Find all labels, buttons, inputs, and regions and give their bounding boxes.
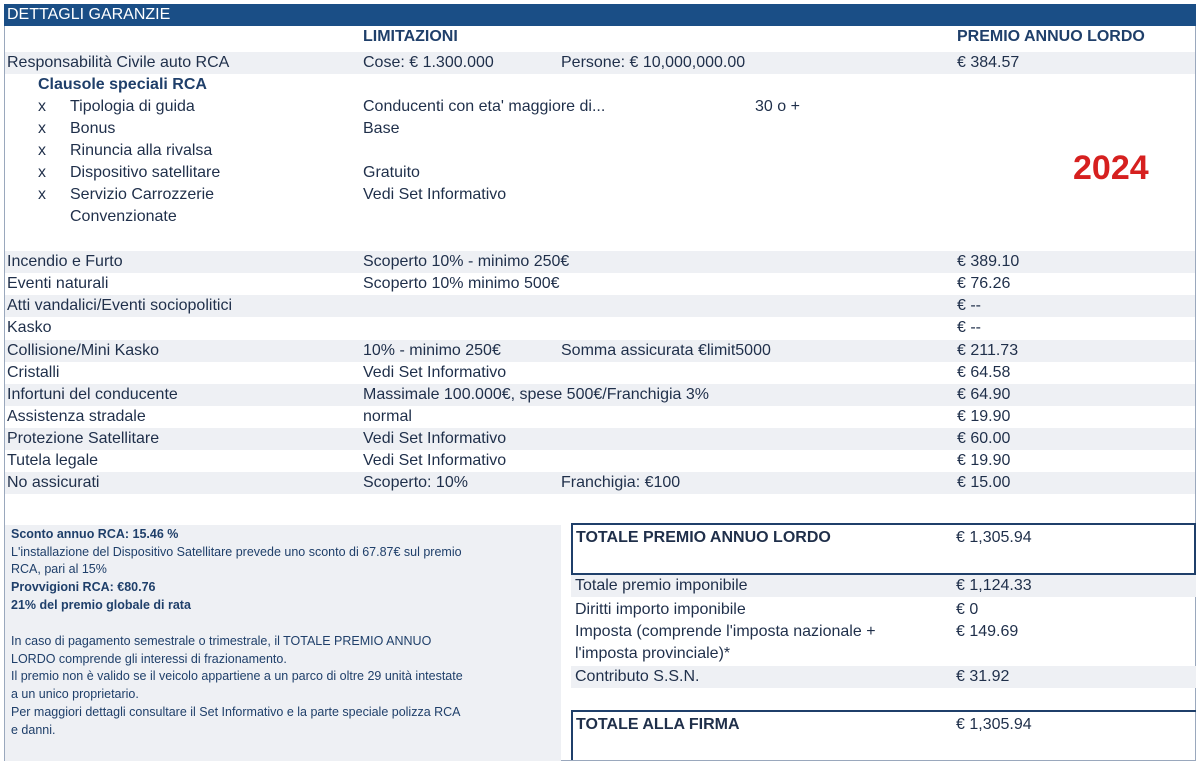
note-pagamento-cont: LORDO comprende gli interessi di frazionamento. [11,652,287,666]
clausola-label: Dispositivo satellitare [70,164,221,181]
note-validita: Il premio non è valido se il veicolo appartiene a un parco di oltre 29 unità intestate [11,669,463,683]
garanzia-name: Tutela legale [7,452,99,469]
note-pagamento: In caso di pagamento semestrale o trimestrale, il TOTALE PREMIO ANNUO [11,634,432,648]
table-row [5,450,1195,472]
garanzia-limitazione: Scoperto 10% minimo 500€ [363,275,560,292]
garanzia-name: Atti vandalici/Eventi sociopolitici [7,297,232,314]
clausola-value: Base [363,120,400,137]
totale-firma-value: € 1,305.94 [956,716,1032,733]
table-row [5,251,1195,273]
clausole-title: Clausole speciali RCA [38,76,207,93]
clausola-label: Rinuncia alla rivalsa [70,142,213,159]
clausola-label-cont: Convenzionate [70,208,177,225]
imposta-label: Imposta (comprende l'imposta nazionale + [575,623,876,640]
garanzia-limitazione: Scoperto 10% - minimo 250€ [363,253,570,270]
clausola-value: Gratuito [363,164,420,181]
imposta-row [571,621,1196,665]
garanzia-premio: € 19.90 [957,408,1011,425]
garanzia-premio: € 64.90 [957,386,1011,403]
garanzia-limitazione: normal [363,408,412,425]
clausola-label: Servizio Carrozzerie [70,186,215,203]
garanzia-premio: € 60.00 [957,430,1011,447]
note-dettagli-cont: e danni. [11,723,56,737]
rca-row [5,52,1195,74]
clausola-extra: 30 o + [755,98,800,115]
garanzia-name: Collisione/Mini Kasko [7,342,160,359]
imponibile-row [571,575,1196,597]
garanzia-premio: € 19.90 [957,452,1011,469]
ssn-row [571,666,1196,688]
garanzia-premio: € 76.26 [957,275,1011,292]
diritti-value: € 0 [956,601,979,618]
garanzia-name: No assicurati [7,474,100,491]
table-row [5,384,1195,406]
garanzia-premio: € 15.00 [957,474,1011,491]
garanzia-limitazione: Massimale 100.000€, spese 500€/Franchigia 3% [363,386,709,403]
notes-box [5,525,561,761]
imponibile-label: Totale premio imponibile [575,577,748,594]
clausola-mark: x [38,120,46,137]
garanzia-name: Kasko [7,319,52,336]
totale-firma-box [571,710,1196,760]
year-stamp: 2024 [1073,149,1149,187]
clausola-mark: x [38,142,46,159]
table-row [5,472,1195,494]
garanzia-limitazione-2: Franchigia: €100 [561,474,681,491]
garanzia-limitazione: Vedi Set Informativo [363,452,507,469]
imponibile-value: € 1,124.33 [956,577,1032,594]
note-percentuale: 21% del premio globale di rata [11,598,191,612]
table-row [5,273,1195,295]
clausola-mark: x [38,164,46,181]
ssn-value: € 31.92 [956,668,1010,685]
totale-premio-value: € 1,305.94 [956,529,1032,546]
totale-premio-box [571,523,1196,575]
garanzia-limitazione: Vedi Set Informativo [363,430,507,447]
header-premio: PREMIO ANNUO LORDO [957,28,1145,45]
note-validita-cont: a un unico proprietario. [11,687,139,701]
note-provvigioni: Provvigioni RCA: €80.76 [11,580,156,594]
totale-premio-label: TOTALE PREMIO ANNUO LORDO [576,529,831,546]
table-row [5,317,1195,339]
note-installazione: L'installazione del Dispositivo Satellitare prevede uno sconto di 67.87€ sul premio [11,545,462,559]
imposta-value: € 149.69 [956,623,1019,640]
ssn-label: Contributo S.S.N. [575,668,700,685]
section-title: DETTAGLI GARANZIE [4,4,1196,26]
garanzia-limitazione-2: Somma assicurata €limit5000 [561,342,771,359]
imposta-label-cont: l'imposta provinciale)* [575,645,731,662]
garanzia-premio: € 211.73 [957,342,1019,359]
garanzia-name: Cristalli [7,364,60,381]
header-limitazioni: LIMITAZIONI [363,28,458,45]
garanzia-premio: € -- [957,297,981,314]
garanzia-name: Eventi naturali [7,275,109,292]
diritti-row [571,599,1196,621]
garanzia-limitazione: Scoperto: 10% [363,474,468,491]
rca-premio: € 384.57 [957,54,1020,71]
garanzia-name: Protezione Satellitare [7,430,160,447]
rca-cose: Cose: € 1.300.000 [363,54,494,71]
rca-persone: Persone: € 10,000,000.00 [561,54,746,71]
table-row [5,428,1195,450]
clausola-value: Conducenti con eta' maggiore di... [363,98,606,115]
note-dettagli: Per maggiori dettagli consultare il Set Informativo e la parte speciale polizza RCA [11,705,461,719]
garanzia-premio: € 64.58 [957,364,1011,381]
table-row [5,362,1195,384]
clausola-label: Tipologia di guida [70,98,195,115]
clausola-mark: x [38,186,46,203]
table-row [5,340,1195,362]
garanzia-limitazione: Vedi Set Informativo [363,364,507,381]
table-row [5,406,1195,428]
garanzia-limitazione: 10% - minimo 250€ [363,342,501,359]
note-sconto: Sconto annuo RCA: 15.46 % [11,527,179,541]
clausola-label: Bonus [70,120,116,137]
garanzia-premio: € -- [957,319,981,336]
clausola-mark: x [38,98,46,115]
note-installazione-cont: RCA, pari al 15% [11,562,107,576]
garanzia-premio: € 389.10 [957,253,1020,270]
garanzia-name: Infortuni del conducente [7,386,178,403]
clausola-value: Vedi Set Informativo [363,186,507,203]
table-row [5,295,1195,317]
garanzia-name: Incendio e Furto [7,253,123,270]
rca-name: Responsabilità Civile auto RCA [7,54,230,71]
totale-firma-label: TOTALE ALLA FIRMA [576,716,740,733]
garanzia-name: Assistenza stradale [7,408,146,425]
diritti-label: Diritti importo imponibile [575,601,746,618]
